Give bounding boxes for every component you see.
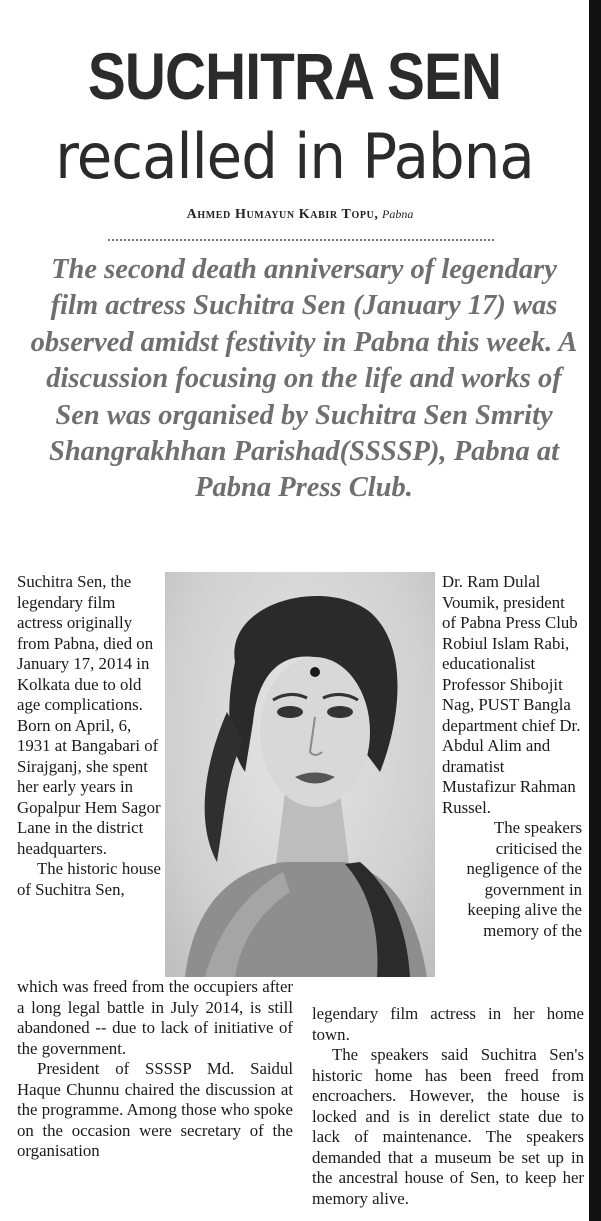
right-paragraph-2: The speakers criticised the negligence of the government in keeping alive the memory of the xyxy=(466,818,582,940)
left-wide-block xyxy=(17,977,293,1162)
byline xyxy=(0,205,600,224)
left-paragraph-1: Suchitra Sen, the legendary film actress originally from Pabna, died on January 17, 2014 in Kolkata due to old age complications. Born on April, 6, 1931 at Bangabari of Sirajganj, she spent her early years in Gopalpur Hem Sagor Lane in the district headquarters. xyxy=(17,572,161,858)
page-edge xyxy=(589,0,601,1221)
portrait-illustration xyxy=(165,572,435,977)
right-paragraph-2-cont: legendary film actress in her home town. xyxy=(312,1004,584,1044)
right-wide-block xyxy=(312,1004,584,1209)
right-paragraph-3: The speakers said Suchitra Sen's historic home has been freed from encroachers. However, the house is locked and is in derelict state due to lack of maintenance. The speakers demanded that a museum be set up in the ancestral house of Sen, to keep her memory alive. xyxy=(312,1045,584,1208)
left-paragraph-2: The historic house of Suchitra Sen, xyxy=(17,859,161,899)
left-column xyxy=(17,572,165,900)
headline-line-2: recalled in Pabna xyxy=(55,120,534,193)
left-paragraph-3: President of SSSSP Md. Saidul Haque Chunnu chaired the discussion at the programme. Among those who spoke on the occasion were secretary of the organisation xyxy=(17,1059,293,1160)
intro-paragraph: The second death anniversary of legendary film actress Suchitra Sen (January 17) was observed amidst festivity in Pabna this week. A discussion focusing on the life and works of Sen was organised by Suchitra Sen Smrity Shangrakhhan Parishad(SSSSP), Pabna at Pabna Press Club. xyxy=(30,254,578,504)
headline-line-1: SUCHITRA SEN xyxy=(87,39,502,113)
left-paragraph-2-cont: which was freed from the occupiers after a long legal battle in July 2014, is still abandoned -- due to lack of initiative of the government. xyxy=(17,977,293,1058)
byline-place: Pabna xyxy=(381,207,414,221)
right-paragraph-1: Dr. Ram Dulal Voumik, president of Pabna Press Club Robiul Islam Rabi, educationalist Professor Shibojit Nag, PUST Bangla department chief Dr. Abdul Alim and dramatist Mustafizur Rahman Russel. xyxy=(442,572,581,817)
portrait-photo xyxy=(165,572,435,977)
right-column xyxy=(442,572,582,941)
byline-author: Ahmed Humayun Kabir Topu, xyxy=(186,207,379,222)
dotted-divider xyxy=(108,239,494,241)
